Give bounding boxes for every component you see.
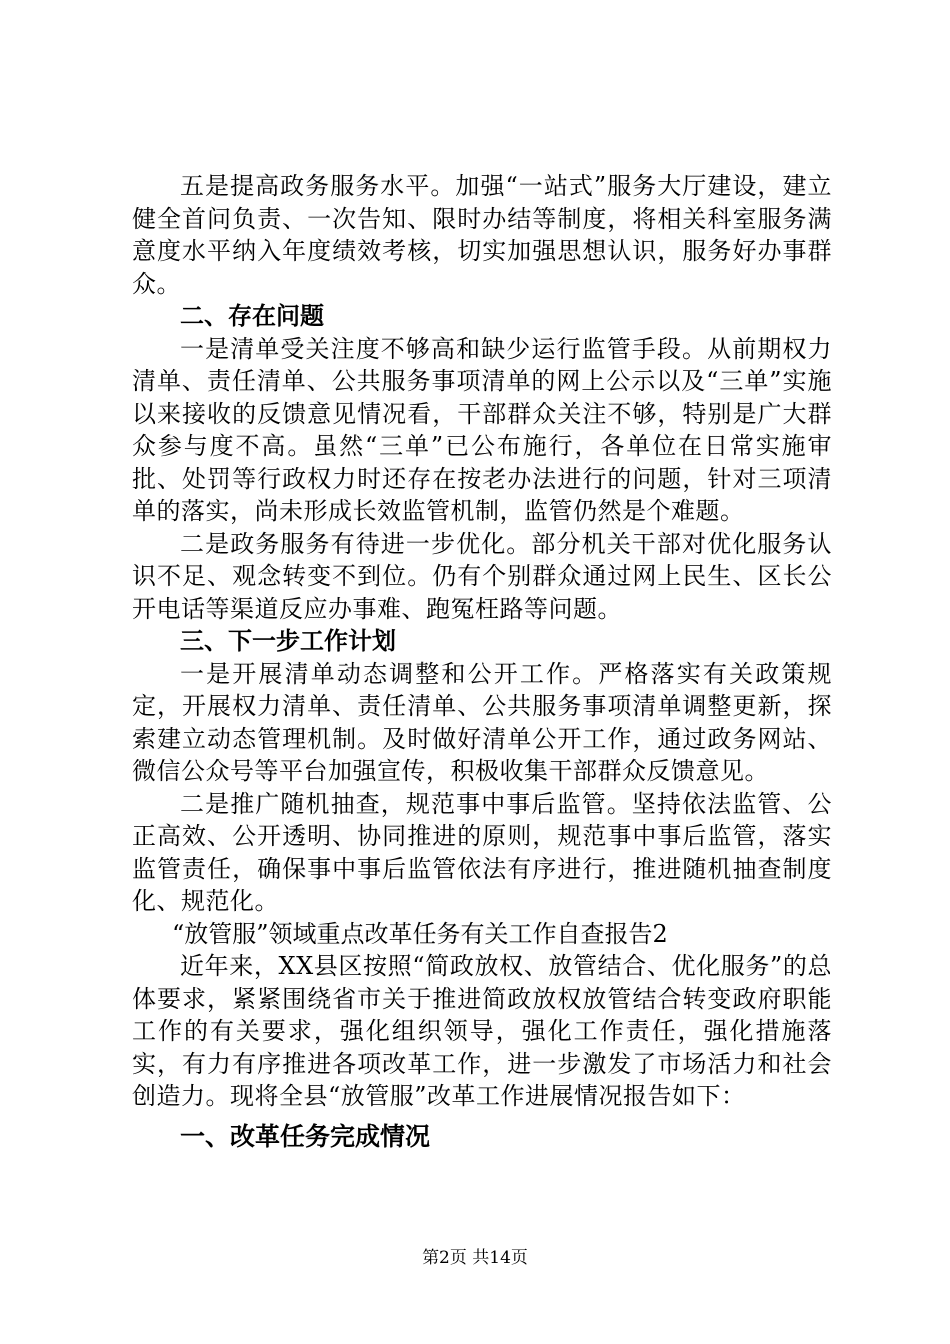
heading-reform-completion: 一、改革任务完成情况 [180, 1121, 431, 1151]
paragraph-service-optimization: 二是政务服务有待进一步优化。部分机关干部对优化服务认识不足、观念转变不到位。仍有个别群众通过网上民生、区长公开电话等渠道反应办事难、跑冤枉路等问题。 [132, 529, 832, 623]
paragraph-intro-report-2: 近年来，XX县区按照“简政放权、放管结合、优化服务”的总体要求，紧紧围绕省市关于推进简政放权放管结合转变政府职能工作的有关要求，强化组织领导，强化工作责任，强化措施落实，有力有序推进各项改革工作，进一步激发了市场活力和社会创造力。现将全县“放管服”改革工作进展情况报告如下： [132, 952, 832, 1110]
document-body [132, 170, 832, 1159]
heading-existing-problems: 二、存在问题 [180, 302, 324, 330]
heading-next-steps: 三、下一步工作计划 [180, 627, 396, 655]
page-footer: 第2页 共14页 [422, 1248, 528, 1268]
paragraph-list-attention: 一是清单受关注度不够高和缺少运行监管手段。从前期权力清单、责任清单、公共服务事项清单的网上公示以及“三单”实施以来接收的反馈意见情况看，干部群众关注不够，特别是广大群众参与度不高。虽然“三单”已公布施行，各单位在日常实施审批、处罚等行政权力时还存在按老办法进行的问题，针对三项清单的落实，尚未形成长效监管机制，监管仍然是个难题。 [132, 334, 832, 525]
paragraph-random-inspection: 二是推广随机抽查，规范事中事后监管。坚持依法监管、公正高效、公开透明、协同推进的原则，规范事中事后监管，落实监管责任，确保事中事后监管依法有序进行，推进随机抽查制度化、规范化。 [132, 789, 832, 915]
report-title-2: “放管服”领域重点改革任务有关工作自查报告2 [172, 919, 668, 948]
paragraph-service-level: 五是提高政务服务水平。加强“一站式”服务大厅建设，建立健全首问负责、一次告知、限时办结等制度，将相关科室服务满意度水平纳入年度绩效考核，切实加强思想认识，服务好办事群众。 [132, 172, 832, 298]
paragraph-list-adjustment: 一是开展清单动态调整和公开工作。严格落实有关政策规定，开展权力清单、责任清单、公共服务事项清单调整更新，探索建立动态管理机制。及时做好清单公开工作，通过政务网站、微信公众号等平台加强宣传，积极收集干部群众反馈意见。 [132, 659, 832, 785]
